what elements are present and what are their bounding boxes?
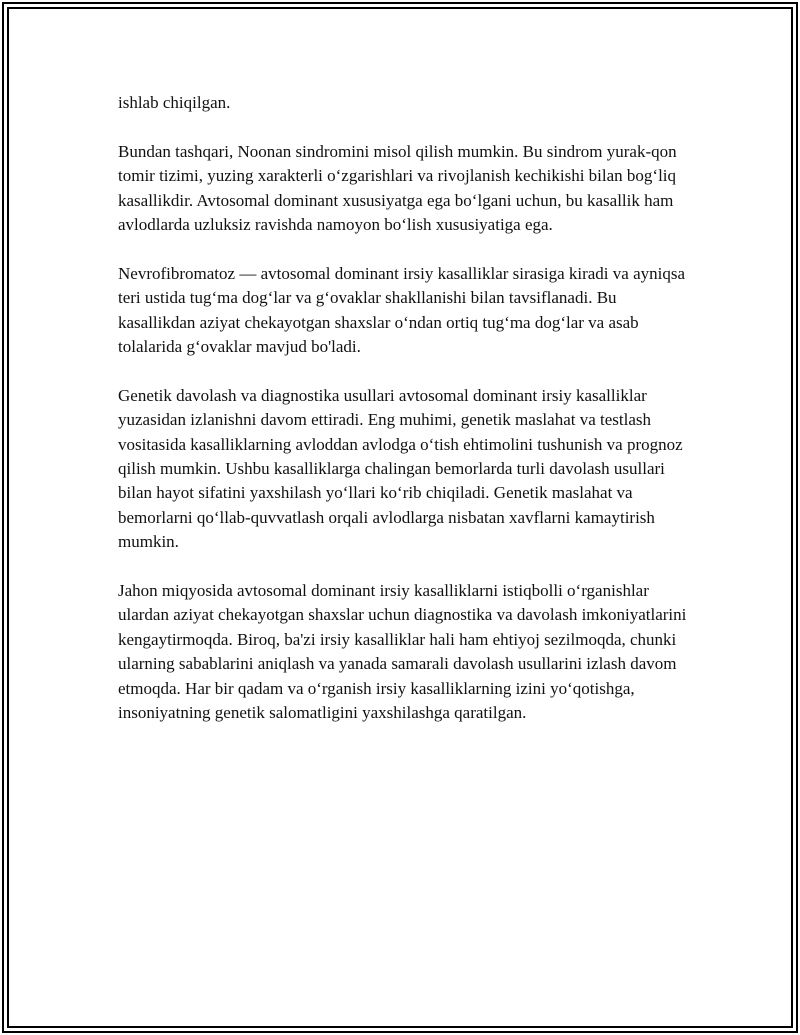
paragraph-continuation: ishlab chiqilgan. <box>118 93 231 112</box>
paragraph-global-research: Jahon miqyosida avtosomal dominant irsiy kasalliklarni istiqbolli o‘rganishlar ulardan aziyat chekayotgan shaxslar uchun diagnostika va davolash imkoniyatlarini kengaytirmoqda. Biroq, ba'zi irsiy kasalliklar hali ham ehtiyoj sezilmoqda, chunki ularning sabablarini aniqlash va yanada samarali davolash usullarini izlash davom etmoqda. Har bir qadam va o‘rganish irsiy kasalliklarning izini yo‘qotishga, insoniyatning genetik salomatligini yaxshilashga qaratilgan. <box>118 581 687 723</box>
paragraph-noonan-syndrome: Bundan tashqari, Noonan sindromini misol qilish mumkin. Bu sindrom yurak-qon tomir tizimi, yuzing xarakterli o‘zgarishlari va rivojlanish kechikishi bilan bog‘liq kasallikdir. Avtosomal dominant xususiyatga ega bo‘lgani uchun, bu kasallik ham avlodlarda uzluksiz ravishda namoyon bo‘lish xususiyatiga ega. <box>118 141 677 235</box>
document-body <box>118 91 698 750</box>
paragraph-neurofibromatosis: Nevrofibromatoz — avtosomal dominant irsiy kasalliklar sirasiga kiradi va ayniqsa teri ustida tug‘ma dog‘lar va g‘ovaklar shakllanishi bilan tavsiflanadi. Bu kasallikdan aziyat chekayotgan shaxslar o‘ndan ortiq tug‘ma dog‘lar va asab tolalarida g‘ovaklar mavjud bo'ladi. <box>118 263 685 357</box>
paragraph-genetic-treatment: Genetik davolash va diagnostika usullari avtosomal dominant irsiy kasalliklar yuzasidan izlanishni davom ettiradi. Eng muhimi, genetik maslahat va testlash vositasida kasalliklarning avloddan avlodga o‘tish ehtimolini tushunish va prognoz qilish mumkin. Ushbu kasalliklarga chalingan bemorlarda turli davolash usullari bilan hayot sifatini yaxshilash yo‘llari ko‘rib chiqiladi. Genetik maslahat va bemorlarni qo‘llab-quvvatlash orqali avlodlarga nisbatan xavflarni kamaytirish mumkin. <box>118 385 683 552</box>
